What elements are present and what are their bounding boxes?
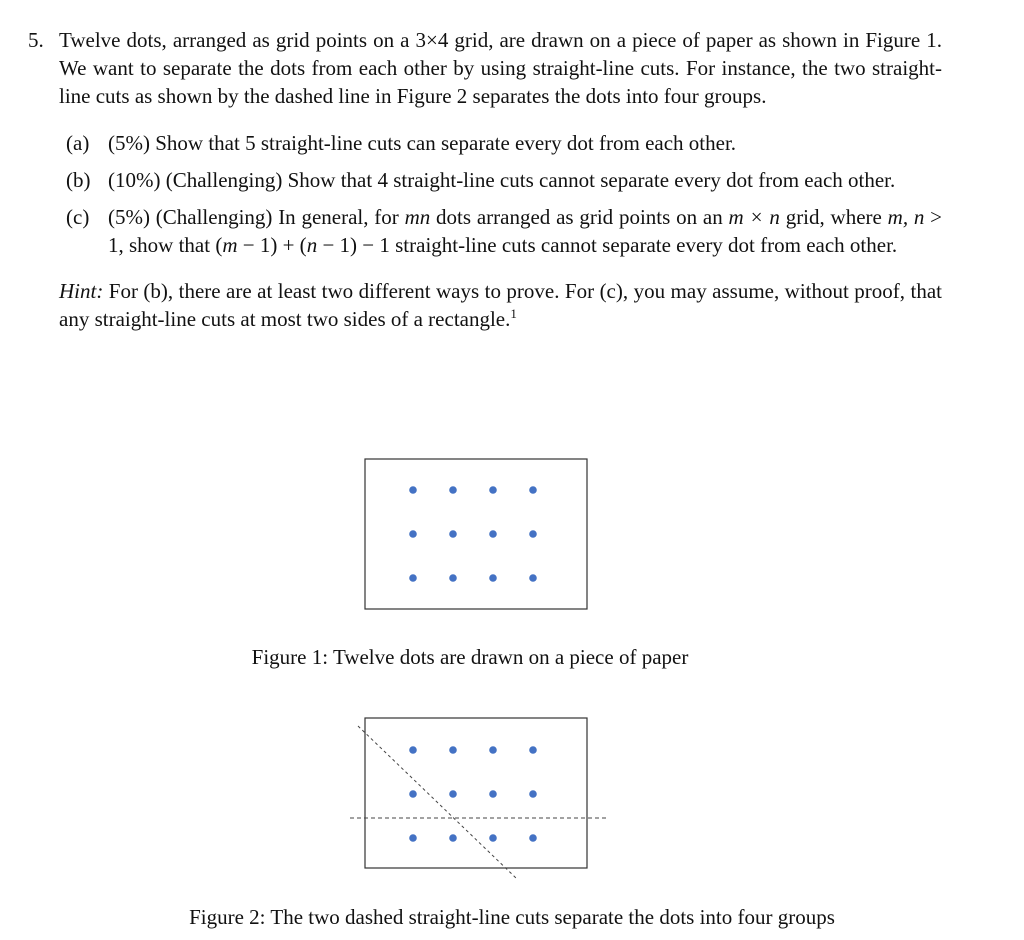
grid-dot xyxy=(529,746,537,754)
problem-parts xyxy=(66,129,942,259)
part-a-text: (5%) Show that 5 straight-line cuts can separate every dot from each other. xyxy=(108,131,737,155)
grid-dot xyxy=(489,486,497,494)
part-b xyxy=(66,166,942,194)
problem-stem: Twelve dots, arranged as grid points on a 3×4 grid, are drawn on a piece of paper as shown in Figure 1. We want to separate the dots from each other by using straight-line cuts. For instance, the two straight-line cuts as shown by the dashed line in Figure 2 separates the dots into four groups. xyxy=(59,28,942,108)
grid-dot xyxy=(529,790,537,798)
part-b-text: (10%) (Challenging) Show that 4 straight-line cuts cannot separate every dot from each other. xyxy=(108,168,896,192)
grid-dot xyxy=(409,486,417,494)
figure-1-caption: Figure 1: Twelve dots are drawn on a piece of paper xyxy=(251,645,689,669)
problem-5 xyxy=(28,26,942,333)
math-m: m xyxy=(222,233,238,257)
grid-dot xyxy=(409,530,417,538)
part-c-text xyxy=(108,203,942,259)
part-b-label: (b) xyxy=(66,168,91,192)
hint-paragraph xyxy=(59,277,942,333)
grid-dot xyxy=(529,530,537,538)
grid-dot xyxy=(529,574,537,582)
figure-1-diagram xyxy=(364,458,590,612)
grid-dot xyxy=(449,486,457,494)
footnote-mark: 1 xyxy=(510,306,517,321)
grid-dot xyxy=(449,746,457,754)
part-a-label: (a) xyxy=(66,131,90,155)
math-mn: mn xyxy=(404,205,431,229)
figure-1-paper xyxy=(365,459,587,609)
grid-dot xyxy=(489,790,497,798)
grid-dot xyxy=(409,790,417,798)
part-c-text-2: dots arranged as grid points on an xyxy=(430,205,729,229)
grid-dot xyxy=(489,530,497,538)
math-m-times-n: m × n xyxy=(728,205,780,229)
grid-dot xyxy=(489,746,497,754)
grid-dot xyxy=(529,486,537,494)
grid-dot xyxy=(489,574,497,582)
grid-dot xyxy=(449,530,457,538)
figure-2-caption: Figure 2: The two dashed straight-line cuts separate the dots into four groups xyxy=(189,905,835,929)
part-c-text-3: grid, where xyxy=(779,205,888,229)
grid-dot xyxy=(449,790,457,798)
figure-2-paper xyxy=(365,718,587,868)
grid-dot xyxy=(529,834,537,842)
hint-label: Hint: xyxy=(59,279,104,303)
hint-text: For (b), there are at least two different ways to prove. For (c), you may assume, without proof, that any straight-line cuts at most two sides of a rectangle. xyxy=(59,279,942,331)
grid-dot xyxy=(449,574,457,582)
part-c-label: (c) xyxy=(66,205,90,229)
figure-2-diagram xyxy=(340,712,610,882)
part-c-text-4: > 1, show that ( xyxy=(108,205,942,257)
math-m-n: m, n xyxy=(887,205,925,229)
part-c xyxy=(66,203,942,259)
grid-dot xyxy=(449,834,457,842)
part-c-text-1: (5%) (Challenging) In general, for xyxy=(108,205,405,229)
grid-dot xyxy=(409,574,417,582)
math-n: n xyxy=(306,233,318,257)
part-c-text-6: − 1) − 1 straight-line cuts cannot separate every dot from each other. xyxy=(317,233,898,257)
grid-dot xyxy=(409,834,417,842)
grid-dot xyxy=(409,746,417,754)
part-a xyxy=(66,129,942,157)
problem-number: 5. xyxy=(28,28,44,52)
part-c-text-5: − 1) + ( xyxy=(237,233,307,257)
grid-dot xyxy=(489,834,497,842)
